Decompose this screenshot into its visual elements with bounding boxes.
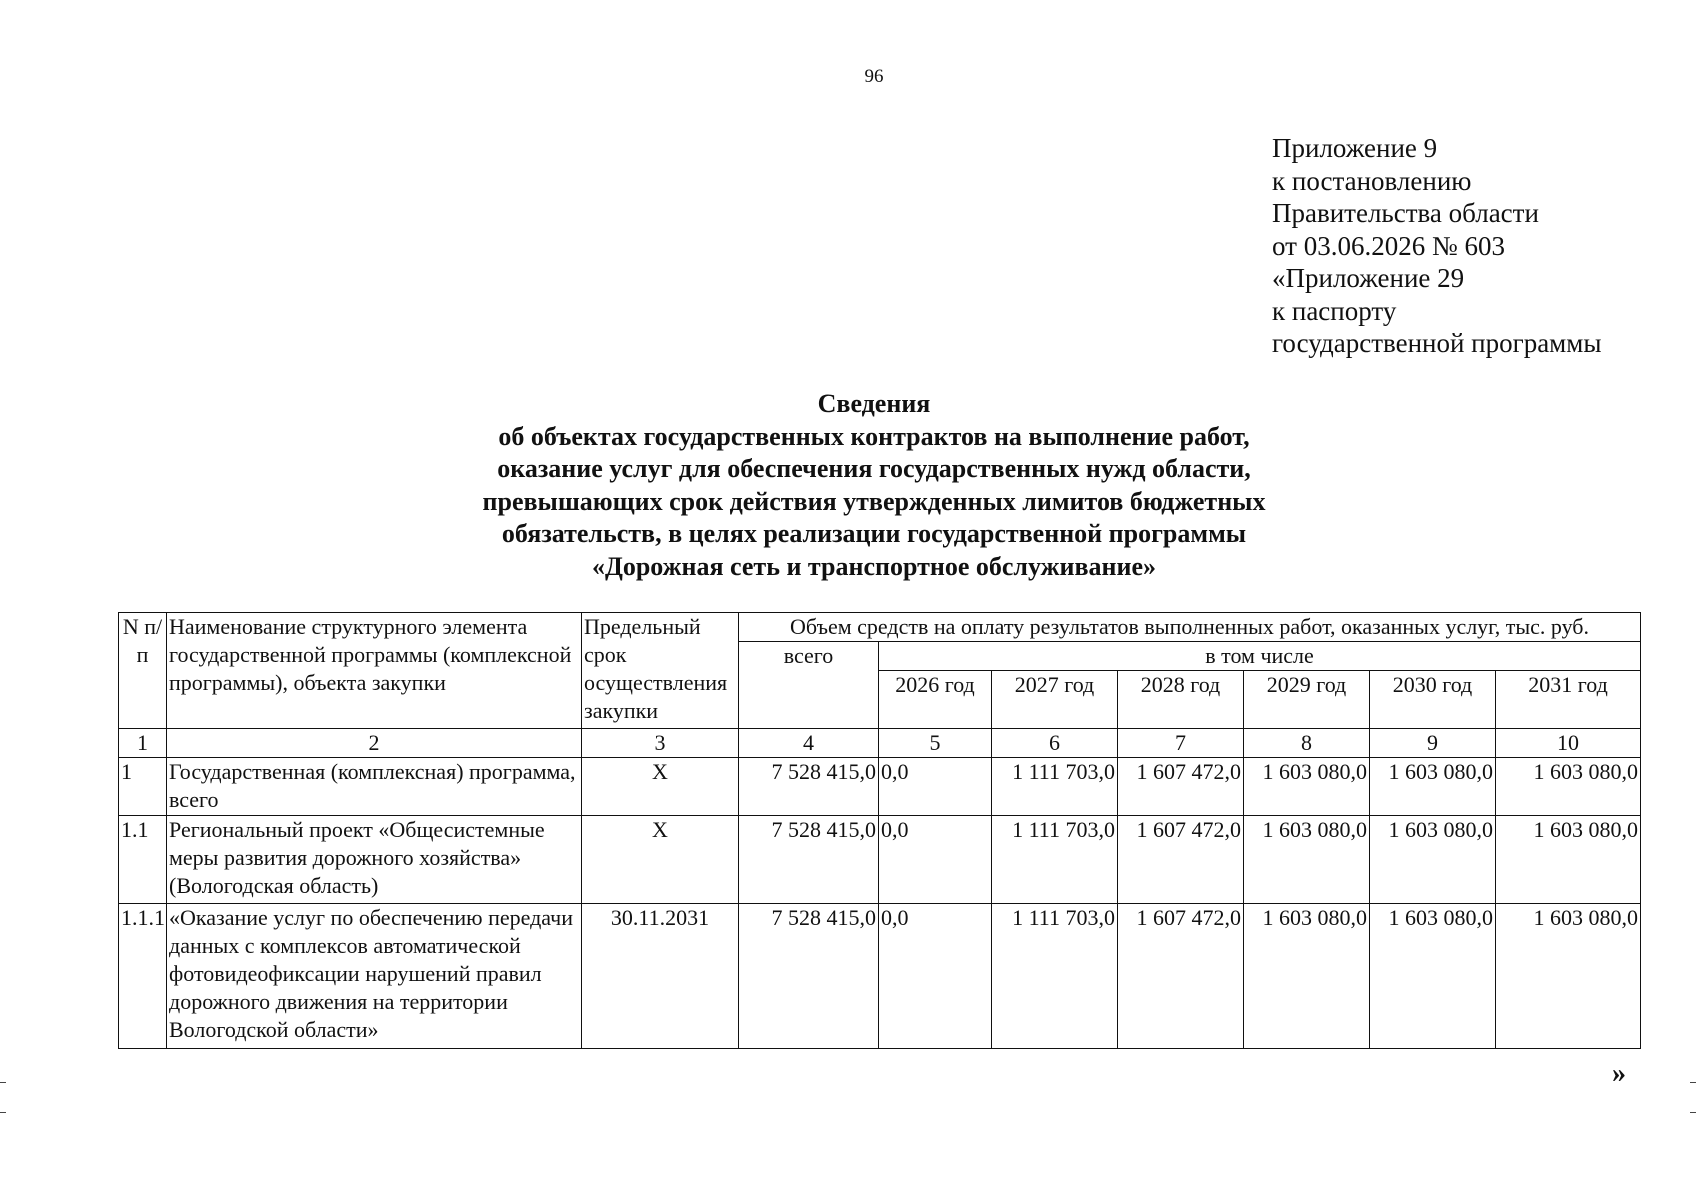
row-year-value: 0,0	[879, 758, 992, 816]
row-name: Региональный проект «Общесистемные меры развития дорожного хозяйства» (Вологодская область)	[167, 816, 582, 904]
column-number: 5	[879, 729, 992, 758]
header-deadline: Предельный срок осуществления закупки	[582, 613, 739, 729]
document-title	[0, 388, 1697, 583]
header-total: всего	[739, 642, 879, 729]
attachment-note	[1272, 132, 1602, 360]
header-year: 2031 год	[1496, 671, 1641, 729]
row-num: 1	[119, 758, 167, 816]
column-number: 10	[1496, 729, 1641, 758]
margin-tick	[0, 1112, 6, 1113]
table-row	[119, 904, 1641, 1049]
column-number: 1	[119, 729, 167, 758]
column-number: 8	[1244, 729, 1370, 758]
row-total: 7 528 415,0	[739, 816, 879, 904]
header-including: в том числе	[879, 642, 1641, 671]
row-deadline: 30.11.2031	[582, 904, 739, 1049]
row-year-value: 1 603 080,0	[1370, 904, 1496, 1049]
column-number: 6	[992, 729, 1118, 758]
row-year-value: 1 603 080,0	[1370, 816, 1496, 904]
attachment-line: «Приложение 29	[1272, 263, 1465, 293]
title-line: «Дорожная сеть и транспортное обслуживание»	[591, 551, 1157, 581]
column-number: 9	[1370, 729, 1496, 758]
margin-tick	[0, 1082, 6, 1083]
header-year: 2027 год	[992, 671, 1118, 729]
row-year-value: 1 603 080,0	[1244, 758, 1370, 816]
row-year-value: 1 111 703,0	[992, 816, 1118, 904]
column-number: 2	[167, 729, 582, 758]
header-year: 2030 год	[1370, 671, 1496, 729]
closing-quote-mark: »	[1612, 1058, 1626, 1089]
header-year: 2028 год	[1118, 671, 1244, 729]
contracts-table	[118, 612, 1641, 1049]
attachment-line: Приложение 9	[1272, 133, 1438, 163]
attachment-line: к постановлению	[1272, 165, 1472, 196]
title-line: превышающих срок действия утвержденных лимитов бюджетных	[482, 486, 1266, 516]
row-year-value: 1 111 703,0	[992, 904, 1118, 1049]
row-year-value: 1 607 472,0	[1118, 904, 1244, 1049]
header-num: N п/п	[119, 613, 167, 729]
column-number: 3	[582, 729, 739, 758]
row-num: 1.1.1	[119, 904, 167, 1049]
row-total: 7 528 415,0	[739, 758, 879, 816]
header-name: Наименование структурного элемента государственной программы (комплексной программы), объекта закупки	[167, 613, 582, 729]
margin-tick	[1690, 1112, 1696, 1113]
row-year-value: 1 603 080,0	[1370, 758, 1496, 816]
row-name: «Оказание услуг по обеспечению передачи данных с комплексов автоматической фотовидеофиксации нарушений правил дорожного движения на территории Вологодской области»	[167, 904, 582, 1049]
row-year-value: 1 111 703,0	[992, 758, 1118, 816]
table-row	[119, 758, 1641, 816]
row-year-value: 1 607 472,0	[1118, 816, 1244, 904]
attachment-line: от 03.06.2026 № 603	[1272, 230, 1505, 261]
title-line: обязательств, в целях реализации государственной программы	[501, 519, 1247, 548]
row-year-value: 1 603 080,0	[1496, 816, 1641, 904]
header-volume: Объем средств на оплату результатов выполненных работ, оказанных услуг, тыс. руб.	[739, 613, 1641, 642]
row-year-value: 1 603 080,0	[1496, 904, 1641, 1049]
row-year-value: 1 607 472,0	[1118, 758, 1244, 816]
header-year: 2029 год	[1244, 671, 1370, 729]
row-total: 7 528 415,0	[739, 904, 879, 1049]
attachment-line: Правительства области	[1272, 198, 1539, 228]
row-year-value: 0,0	[879, 904, 992, 1049]
column-number: 7	[1118, 729, 1244, 758]
row-name: Государственная (комплексная) программа, всего	[167, 758, 582, 816]
row-year-value: 1 603 080,0	[1244, 904, 1370, 1049]
title-line: оказание услуг для обеспечения государственных нужд области,	[497, 454, 1251, 483]
row-deadline: Х	[582, 758, 739, 816]
row-year-value: 1 603 080,0	[1496, 758, 1641, 816]
row-year-value: 1 603 080,0	[1244, 816, 1370, 904]
attachment-line: к паспорту	[1272, 295, 1397, 326]
header-year: 2026 год	[879, 671, 992, 729]
title-line: Сведения	[817, 389, 931, 418]
margin-tick	[1690, 1082, 1696, 1083]
page-number: 96	[864, 66, 884, 87]
row-deadline: Х	[582, 816, 739, 904]
row-num: 1.1	[119, 816, 167, 904]
column-number: 4	[739, 729, 879, 758]
title-line: об объектах государственных контрактов на выполнение работ,	[498, 421, 1250, 451]
attachment-line: государственной программы	[1272, 328, 1602, 358]
table-row	[119, 816, 1641, 904]
row-year-value: 0,0	[879, 816, 992, 904]
